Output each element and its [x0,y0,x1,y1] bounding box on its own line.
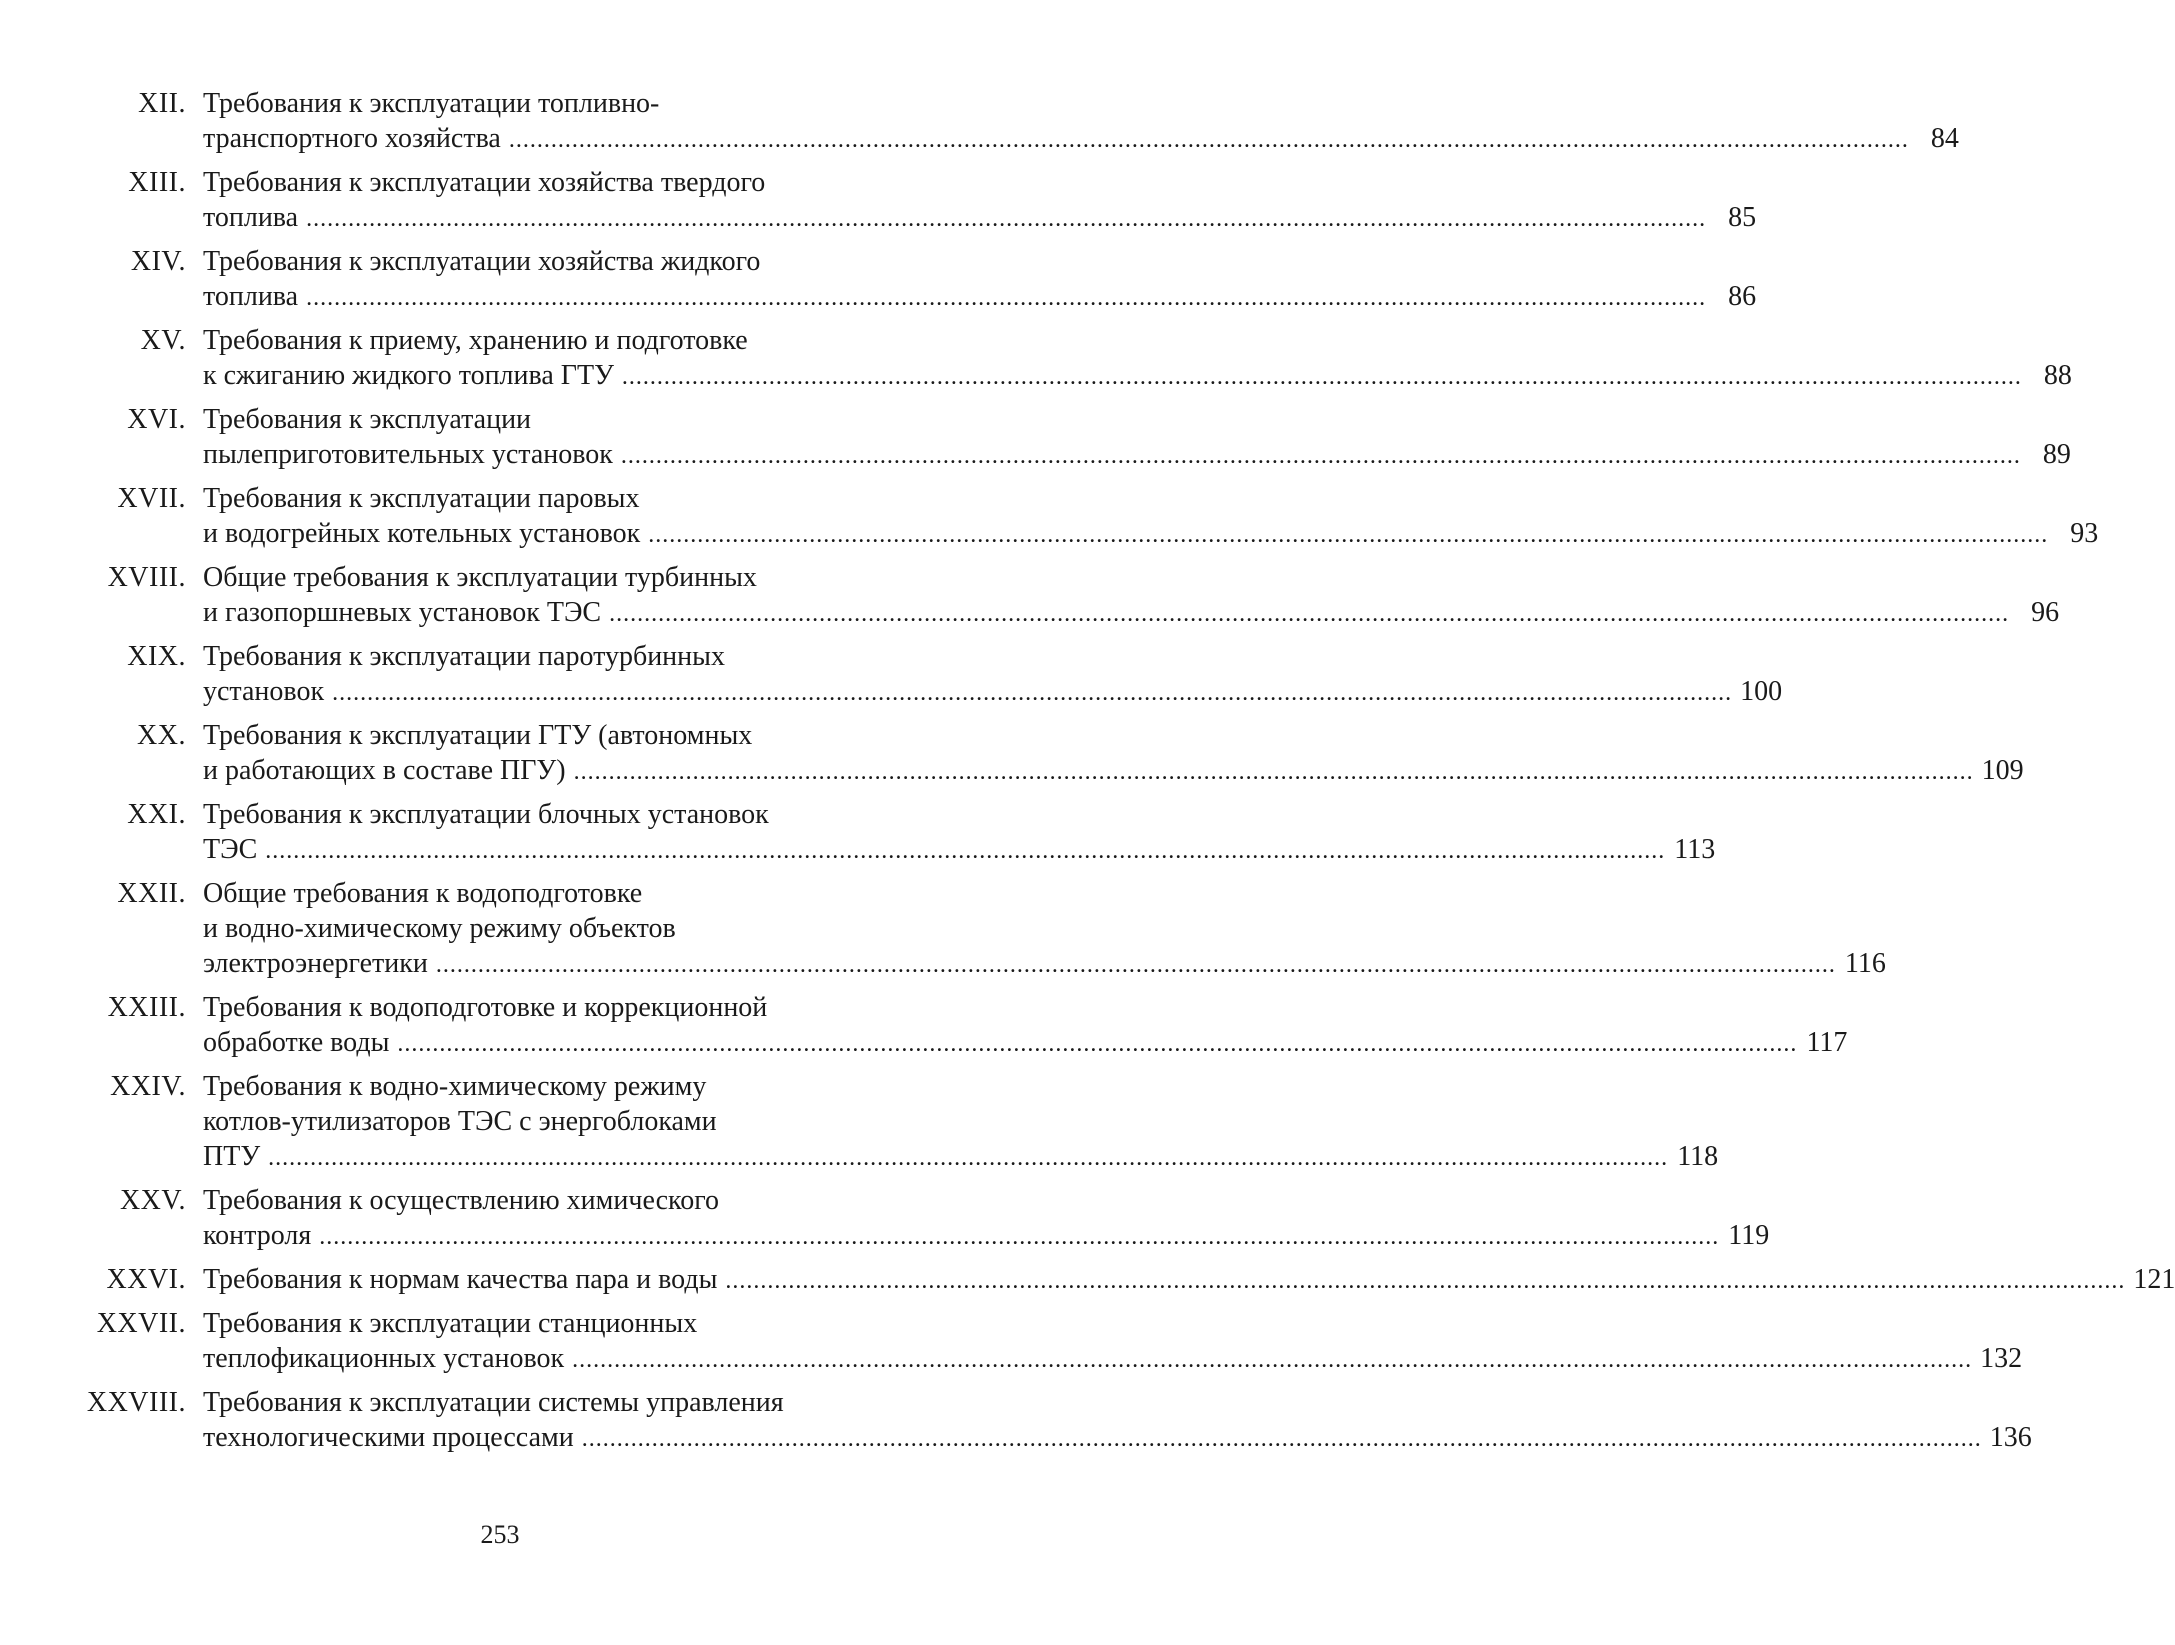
title-line: и водно-химическому режиму объектов [203,913,676,944]
title-last-line [203,358,2072,395]
entry-page-number: 88 [2043,360,2072,391]
entry-page-number: 96 [2031,597,2060,628]
toc-entry [0,1069,1719,1176]
entry-page-number: 84 [1930,123,1959,154]
title-line: Общие требования к водоподготовке [203,878,643,909]
title-line: Требования к водоподготовке и коррекционной [203,992,768,1023]
entry-page-number: 117 [1806,1027,1848,1058]
title-line: контроля [203,1220,312,1251]
entry-title [203,402,2071,474]
title-last-line [203,946,1886,983]
section-number: XIV. [130,246,186,277]
title-last-line [203,200,1757,237]
section-number: XVII. [117,483,186,514]
entry-page-number: 118 [1677,1141,1719,1172]
title-last-line [203,1420,2032,1457]
toc-entry [0,165,1757,237]
title-line: Требования к водно-химическому режиму [203,1071,707,1102]
title-line: технологическими процессами [203,1422,574,1453]
entry-page-number: 116 [1844,948,1886,979]
dot-leader: ........................................................................................................................................................................................................ [397,1031,1798,1057]
title-last-line [203,753,2024,790]
entry-title [203,1385,2032,1457]
title-line: и газопоршневых установок ТЭС [203,597,602,628]
entry-page-number: 93 [2070,518,2099,549]
title-line: Требования к осуществлению химического [203,1185,719,1216]
dot-leader: ........................................................................................................................................................................................................ [306,206,1707,232]
dot-leader: ........................................................................................................................................................................................................ [620,443,2021,469]
entry-page-number: 113 [1674,834,1716,865]
title-last-line [203,437,2071,474]
title-line: ПТУ [203,1141,261,1172]
dot-leader: ........................................................................................................................................................................................................ [508,127,1909,153]
entry-title [203,718,2024,790]
toc-entry [0,797,1716,869]
dot-leader: ........................................................................................................................................................................................................ [306,285,1707,311]
title-last-line [203,279,1757,316]
title-last-line [203,1341,2023,1378]
dot-leader: ........................................................................................................................................................................................................ [573,759,1974,785]
title-line: Требования к эксплуатации паровых [203,483,640,514]
section-number: XXIV. [110,1071,186,1102]
dot-leader: ........................................................................................................................................................................................................ [648,522,2049,548]
toc-entry [0,1262,2175,1299]
toc-entry [0,323,2072,395]
toc-entry [0,1183,1770,1255]
title-line: Требования к эксплуатации ГТУ (автономных [203,720,753,751]
title-line: обработке воды [203,1027,390,1058]
title-last-line [203,1025,1848,1062]
section-number: XV. [140,325,186,356]
section-number: XIX. [127,641,186,672]
toc-entry [0,639,1783,711]
toc-entry [0,86,1959,158]
entry-title [203,1183,1770,1255]
entry-title [203,481,2099,553]
title-last-line [203,674,1783,711]
entry-page-number: 119 [1728,1220,1770,1251]
title-line: топлива [203,202,299,233]
title-line: Требования к эксплуатации хозяйства твердого [203,167,766,198]
entry-title [203,560,2060,632]
toc-entry [0,718,2024,790]
section-number: XXVIII. [86,1387,186,1418]
title-line: электроэнергетики [203,948,428,979]
title-line: ТЭС [203,834,258,865]
title-line: Требования к эксплуатации системы управления [203,1387,784,1418]
title-line: Требования к нормам качества пара и воды [203,1264,718,1295]
section-number: XII. [138,88,186,119]
section-number: XXVII. [96,1308,186,1339]
title-line: Требования к эксплуатации хозяйства жидкого [203,246,761,277]
entry-page-number: 86 [1728,281,1757,312]
section-number: XIII. [128,167,186,198]
section-number: XXVI. [106,1264,186,1295]
dot-leader: ........................................................................................................................................................................................................ [435,952,1836,978]
title-line: и работающих в составе ПГУ) [203,755,566,786]
section-number: XVI. [127,404,186,435]
title-line: пылеприготовительных установок [203,439,613,470]
title-line: Требования к эксплуатации [203,404,532,435]
title-line: топлива [203,281,299,312]
entry-page-number: 132 [1980,1343,2023,1374]
entry-title [203,323,2072,395]
dot-leader: ........................................................................................................................................................................................................ [725,1268,2126,1294]
toc-entry [0,990,1848,1062]
section-number: XXI. [127,799,186,830]
title-line: теплофикационных установок [203,1343,565,1374]
dot-leader: ........................................................................................................................................................................................................ [609,601,2010,627]
title-line: установок [203,676,325,707]
title-line: транспортного хозяйства [203,123,501,154]
title-last-line [203,516,2099,553]
dot-leader: ........................................................................................................................................................................................................ [621,364,2022,390]
entry-title [203,990,1848,1062]
section-number: XX. [137,720,186,751]
toc-entry [0,244,1757,316]
entry-title [203,1306,2023,1378]
title-line: Требования к приему, хранению и подготовке [203,325,748,356]
title-last-line [203,121,1959,158]
entry-page-number: 109 [1981,755,2024,786]
title-line: Требования к эксплуатации станционных [203,1308,698,1339]
entry-title [203,165,1757,237]
entry-title [203,1069,1719,1176]
toc-entry [0,876,1886,983]
toc-entry [0,481,2099,553]
entry-title [203,797,1716,869]
entry-page-number: 89 [2042,439,2071,470]
title-line: и водогрейных котельных установок [203,518,641,549]
dot-leader: ........................................................................................................................................................................................................ [572,1347,1973,1373]
entry-page-number: 100 [1740,676,1783,707]
table-of-contents [0,86,2175,1464]
dot-leader: ........................................................................................................................................................................................................ [319,1224,1720,1250]
toc-entry [0,560,2060,632]
section-number: XXIII. [107,992,186,1023]
section-number: XXV. [119,1185,186,1216]
title-last-line [203,595,2060,632]
section-number: XXII. [117,878,186,909]
entry-page-number: 136 [1989,1422,2032,1453]
entry-page-number: 85 [1728,202,1757,233]
title-line: Требования к эксплуатации паротурбинных [203,641,725,672]
entry-title [203,86,1959,158]
title-line: Требования к эксплуатации блочных установок [203,799,769,830]
entry-title [203,244,1757,316]
title-line: котлов-утилизаторов ТЭС с энергоблоками [203,1106,717,1137]
entry-title [203,876,1886,983]
dot-leader: ........................................................................................................................................................................................................ [268,1145,1669,1171]
title-line: к сжиганию жидкого топлива ГТУ [203,360,614,391]
section-number: XVIII. [107,562,186,593]
page-number: 253 [480,1520,520,1549]
title-last-line [203,1262,2175,1299]
toc-entry [0,1306,2023,1378]
title-last-line [203,832,1716,869]
dot-leader: ........................................................................................................................................................................................................ [581,1426,1982,1452]
title-line: Общие требования к эксплуатации турбинных [203,562,757,593]
title-last-line [203,1218,1770,1255]
entry-page-number: 121 [2133,1264,2175,1295]
entry-title [203,1262,2175,1299]
dot-leader: ........................................................................................................................................................................................................ [332,680,1733,706]
toc-entry [0,402,2071,474]
title-line: Требования к эксплуатации топливно- [203,88,660,119]
toc-entry [0,1385,2032,1457]
title-last-line [203,1139,1719,1176]
entry-title [203,639,1783,711]
dot-leader: ........................................................................................................................................................................................................ [265,838,1666,864]
